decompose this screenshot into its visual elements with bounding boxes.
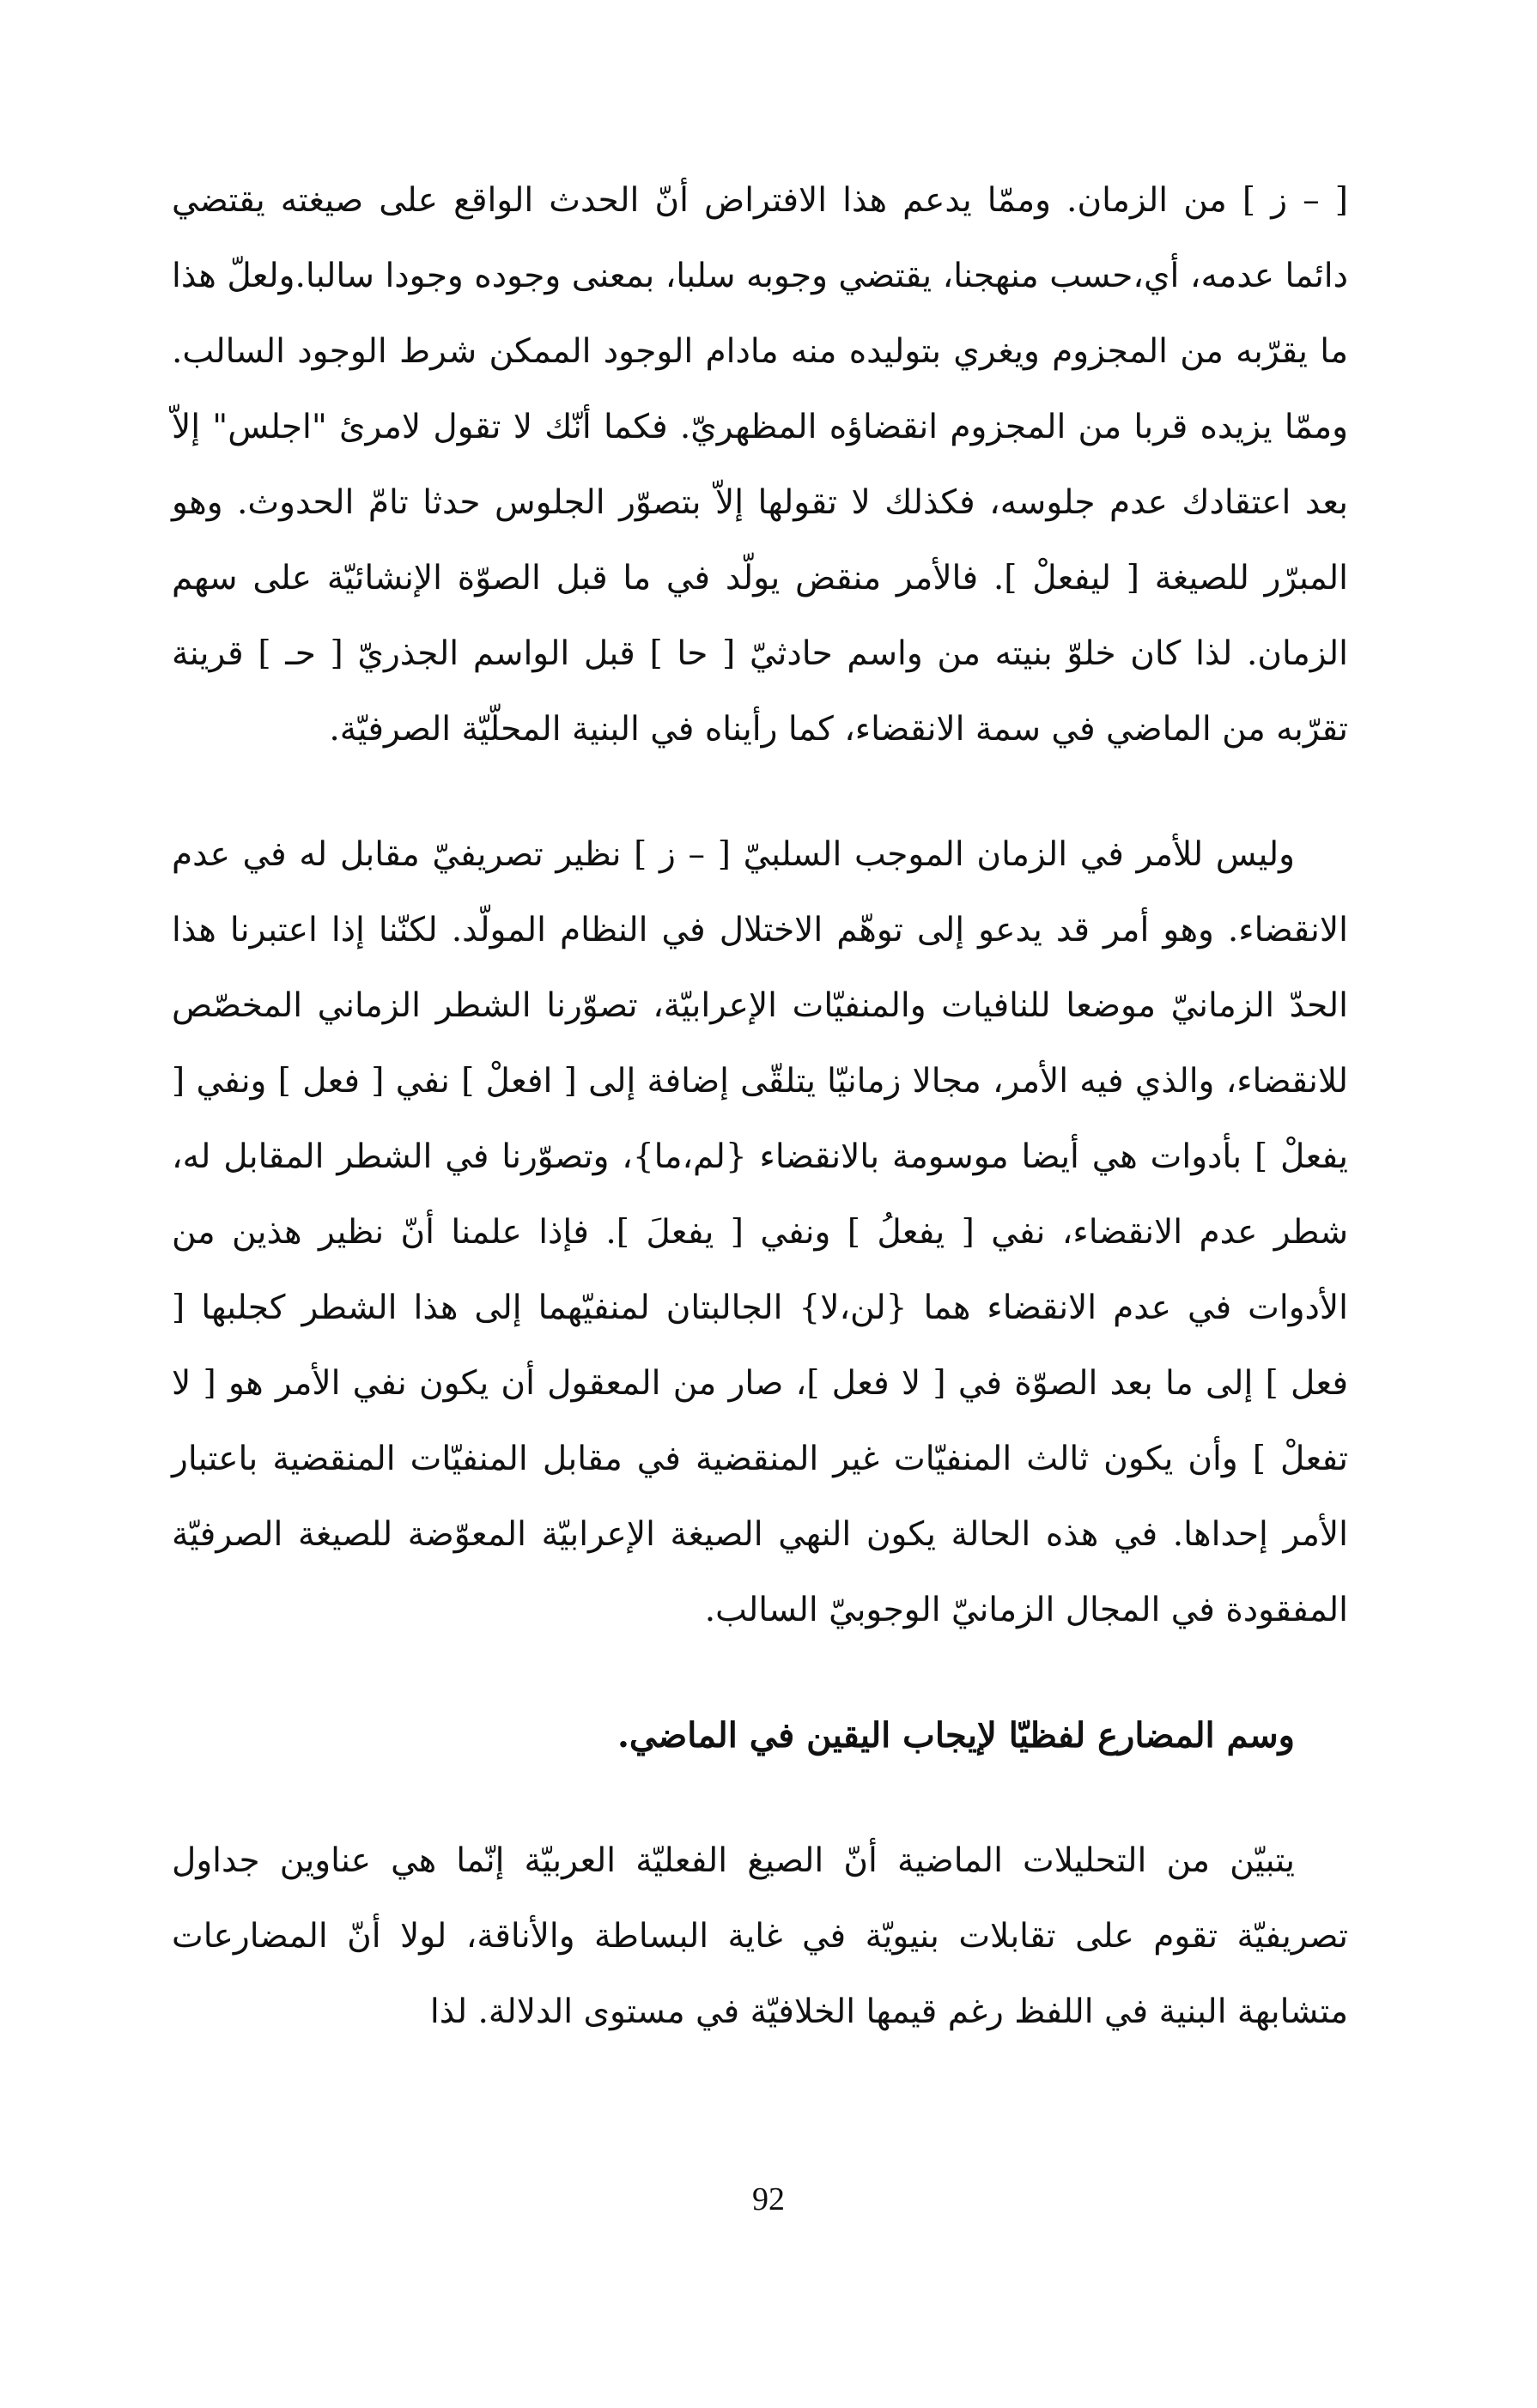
page-body bbox=[172, 163, 1348, 2050]
paragraph-1: [ – ز ] من الزمان. وممّا يدعم هذا الافتراض أنّ الحدث الواقع على صيغته يقتضي دائما عدمه، أي،حسب منهجنا، يقتضي وجوبه سلبا، بمعنى وجوده وجودا سالبا.ولعلّ هذا ما يقرّبه من المجزوم ويغري بتوليده منه مادام الوجود الممكن شرط الوجود السالب. وممّا يزيده قربا من المجزوم انقضاؤه المظهريّ. فكما أنّك لا تقول لامرئ "اجلس" إلاّ بعد اعتقادك عدم جلوسه، فكذلك لا تقولها إلاّ بتصوّر الجلوس حدثا تامّ الحدوث. وهو المبرّر للصيغة [ ليفعلْ ]. فالأمر منقض يولّد في ما قبل الصوّة الإنشائيّة على سهم الزمان. لذا كان خلوّ بنيته من واسم حادثيّ [ حا ] قبل الواسم الجذريّ [ حـ ] قرينة تقرّبه من الماضي في سمة الانقضاء، كما رأيناه في البنية المحلّيّة الصرفيّة. bbox=[172, 181, 1349, 749]
paragraph-gap bbox=[172, 1774, 1348, 1823]
paragraph-3: يتبيّن من التحليلات الماضية أنّ الصيغ الفعليّة العربيّة إنّما هي عناوين جداول تصريفيّة تقوم على تقابلات بنيويّة في غاية البساطة والأناقة، لولا أنّ المضارعات متشابهة البنية في اللفظ رغم قيمها الخلافيّة في مستوى الدلالة. لذا bbox=[172, 1841, 1348, 2031]
page-number: 92 bbox=[752, 2181, 785, 2217]
paragraph-gap bbox=[172, 767, 1348, 817]
paragraph-gap bbox=[172, 1648, 1348, 1698]
section-heading: وسم المضارع لفظيّا لإيجاب اليقين في الماضي. bbox=[617, 1715, 1295, 1756]
paragraph-2: وليس للأمر في الزمان الموجب السلبيّ [ – ز ] نظير تصريفيّ مقابل له في عدم الانقضاء. وهو أمر قد يدعو إلى توهّم الاختلال في النظام المولّد. لكنّنا إذا اعتبرنا هذا الحدّ الزمانيّ موضعا للنافيات والمنفيّات الإعرابيّة، تصوّرنا الشطر الزماني المخصّص للانقضاء، والذي فيه الأمر، مجالا زمانيّا يتلقّى إضافة إلى [ افعلْ ] نفي [ فعل ] ونفي [ يفعلْ ] بأدوات هي أيضا موسومة بالانقضاء {لم،ما}، وتصوّرنا في الشطر المقابل له، شطر عدم الانقضاء، نفي [ يفعلُ ] ونفي [ يفعلَ ]. فإذا علمنا أنّ نظير هذين من الأدوات في عدم الانقضاء هما {لن،لا} الجالبتان لمنفيّهما إلى هذا الشطر كجلبها [ فعل ] إلى ما بعد الصوّة في [ لا فعل ]، صار من المعقول أن يكون نفي الأمر هو [ لا تفعلْ ] وأن يكون ثالث المنفيّات غير المنقضية في مقابل المنفيّات المنقضية باعتبار الأمر إحداها. في هذه الحالة يكون النهي الصيغة الإعرابيّة المعوّضة للصيغة الصرفيّة المفقودة في المجال الزمانيّ الوجوبيّ السالب. bbox=[172, 835, 1348, 1629]
